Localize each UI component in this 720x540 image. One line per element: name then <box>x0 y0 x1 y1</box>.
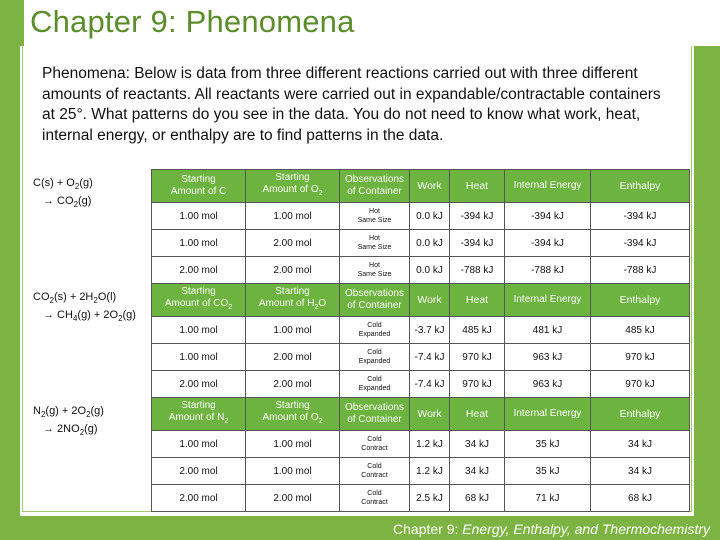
cell-observation: Hot Same Size <box>340 203 410 230</box>
col-header-heat: Heat <box>450 284 505 317</box>
cell-enthalpy: 68 kJ <box>591 485 690 512</box>
cell-work: 0.0 kJ <box>410 257 450 284</box>
cell-start-a: 1.00 mol <box>152 344 246 371</box>
col-header-work: Work <box>410 398 450 431</box>
cell-enthalpy: -788 kJ <box>591 257 690 284</box>
cell-start-a: 1.00 mol <box>152 230 246 257</box>
cell-start-a: 1.00 mol <box>152 317 246 344</box>
reaction-1-line1: $C(s) + O_2(g)$ <box>33 177 93 192</box>
table-row <box>152 431 690 458</box>
cell-start-b: 2.00 mol <box>246 230 340 257</box>
cell-heat: 68 kJ <box>450 485 505 512</box>
col-header-internal-energy: Internal Energy <box>505 398 591 431</box>
cell-work: -7.4 kJ <box>410 371 450 398</box>
col-header-heat: Heat <box>450 398 505 431</box>
cell-observation: Cold Expanded <box>340 344 410 371</box>
cell-start-b: 1.00 mol <box>246 458 340 485</box>
table-row <box>152 257 690 284</box>
table-row <box>152 317 690 344</box>
reaction-1-equation <box>33 176 93 212</box>
cell-heat: 970 kJ <box>450 344 505 371</box>
cell-internal-energy: -788 kJ <box>505 257 591 284</box>
cell-work: -7.4 kJ <box>410 344 450 371</box>
cell-heat: 485 kJ <box>450 317 505 344</box>
col-header-work: Work <box>410 170 450 203</box>
cell-work: 1.2 kJ <box>410 431 450 458</box>
table-row <box>152 230 690 257</box>
reaction-3-equation <box>33 404 104 440</box>
cell-start-b: 2.00 mol <box>246 344 340 371</box>
cell-observation: Cold Contract <box>340 458 410 485</box>
footer-text: Chapter 9: Energy, Enthalpy, and Thermochemistry <box>393 521 710 537</box>
title-bar <box>0 0 720 46</box>
cell-observation: Cold Contract <box>340 485 410 512</box>
cell-start-a: 1.00 mol <box>152 203 246 230</box>
cell-internal-energy: 963 kJ <box>505 344 591 371</box>
right-accent-bar <box>694 0 720 540</box>
cell-enthalpy: -394 kJ <box>591 230 690 257</box>
reaction-1-line2: → $CO_2(g)$ <box>43 195 92 210</box>
col-header-observations: Observations of Container <box>340 170 410 203</box>
cell-enthalpy: 34 kJ <box>591 431 690 458</box>
reaction-3-line1: $N_2(g) + 2O_2(g)$ <box>33 405 104 420</box>
cell-internal-energy: 71 kJ <box>505 485 591 512</box>
col-header-start-b: Starting Amount of $O_2$ <box>246 398 340 431</box>
slide-title: Chapter 9: Phenomena <box>30 4 355 39</box>
cell-work: 2.5 kJ <box>410 485 450 512</box>
left-accent-bar <box>0 0 20 540</box>
reaction-3-line2: → $2NO_2(g)$ <box>43 423 98 438</box>
cell-internal-energy: 35 kJ <box>505 431 591 458</box>
cell-heat: -788 kJ <box>450 257 505 284</box>
col-header-observations: Observations of Container <box>340 398 410 431</box>
col-header-heat: Heat <box>450 170 505 203</box>
cell-heat: -394 kJ <box>450 230 505 257</box>
col-header-enthalpy: Enthalpy <box>591 398 690 431</box>
col-header-start-a: Starting Amount of C <box>152 170 246 203</box>
cell-start-b: 1.00 mol <box>246 431 340 458</box>
col-header-start-a: Starting Amount of $CO_2$ <box>152 284 246 317</box>
table-row <box>152 485 690 512</box>
cell-observation: Hot Same Size <box>340 230 410 257</box>
intro-paragraph: Phenomena: Below is data from three different reactions carried out with three different amounts of reactants. All reactants were carried out in expandable/contractable containers at 25°. What patterns do you see in the data. You do not need to know what work, heat, internal energy, or enthalpy are to find patterns in the data. <box>42 65 661 144</box>
col-header-start-b: Starting Amount of $H_2O$ <box>246 284 340 317</box>
reaction-2-line2: → $CH_4(g) + 2O_2(g)$ <box>43 309 136 324</box>
cell-enthalpy: 970 kJ <box>591 371 690 398</box>
cell-internal-energy: 481 kJ <box>505 317 591 344</box>
cell-internal-energy: -394 kJ <box>505 203 591 230</box>
cell-start-b: 2.00 mol <box>246 257 340 284</box>
cell-observation: Cold Contract <box>340 431 410 458</box>
title-accent <box>0 0 24 46</box>
reaction-2-equation <box>33 290 136 326</box>
cell-heat: 34 kJ <box>450 431 505 458</box>
cell-start-b: 2.00 mol <box>246 485 340 512</box>
table-header-row <box>152 170 690 203</box>
cell-start-b: 1.00 mol <box>246 317 340 344</box>
col-header-start-a: Starting Amount of $N_2$ <box>152 398 246 431</box>
reaction-2-line1: $CO_2(s) + 2H_2O(l)$ <box>33 291 117 306</box>
cell-internal-energy: 35 kJ <box>505 458 591 485</box>
cell-work: 0.0 kJ <box>410 203 450 230</box>
table-row <box>152 458 690 485</box>
cell-heat: 34 kJ <box>450 458 505 485</box>
cell-start-b: 1.00 mol <box>246 203 340 230</box>
col-header-observations: Observations of Container <box>340 284 410 317</box>
cell-start-a: 2.00 mol <box>152 257 246 284</box>
cell-start-a: 2.00 mol <box>152 371 246 398</box>
cell-start-a: 1.00 mol <box>152 431 246 458</box>
cell-observation: Cold Expanded <box>340 371 410 398</box>
cell-work: 0.0 kJ <box>410 230 450 257</box>
cell-heat: -394 kJ <box>450 203 505 230</box>
cell-observation: Hot Same Size <box>340 257 410 284</box>
cell-enthalpy: -394 kJ <box>591 203 690 230</box>
cell-heat: 970 kJ <box>450 371 505 398</box>
cell-enthalpy: 34 kJ <box>591 458 690 485</box>
cell-work: -3.7 kJ <box>410 317 450 344</box>
table-row <box>152 203 690 230</box>
col-header-internal-energy: Internal Energy <box>505 170 591 203</box>
cell-observation: Cold Expanded <box>340 317 410 344</box>
col-header-enthalpy: Enthalpy <box>591 170 690 203</box>
cell-enthalpy: 970 kJ <box>591 344 690 371</box>
col-header-internal-energy: Internal Energy <box>505 284 591 317</box>
col-header-enthalpy: Enthalpy <box>591 284 690 317</box>
cell-work: 1.2 kJ <box>410 458 450 485</box>
cell-start-a: 2.00 mol <box>152 485 246 512</box>
col-header-start-b: Starting Amount of $O_2$ <box>246 170 340 203</box>
table-header-row <box>152 398 690 431</box>
reaction-data-table <box>151 169 690 512</box>
cell-enthalpy: 485 kJ <box>591 317 690 344</box>
table-header-row <box>152 284 690 317</box>
cell-start-a: 2.00 mol <box>152 458 246 485</box>
col-header-work: Work <box>410 284 450 317</box>
cell-internal-energy: -394 kJ <box>505 230 591 257</box>
cell-internal-energy: 963 kJ <box>505 371 591 398</box>
table-row <box>152 344 690 371</box>
table-row <box>152 371 690 398</box>
cell-start-b: 2.00 mol <box>246 371 340 398</box>
